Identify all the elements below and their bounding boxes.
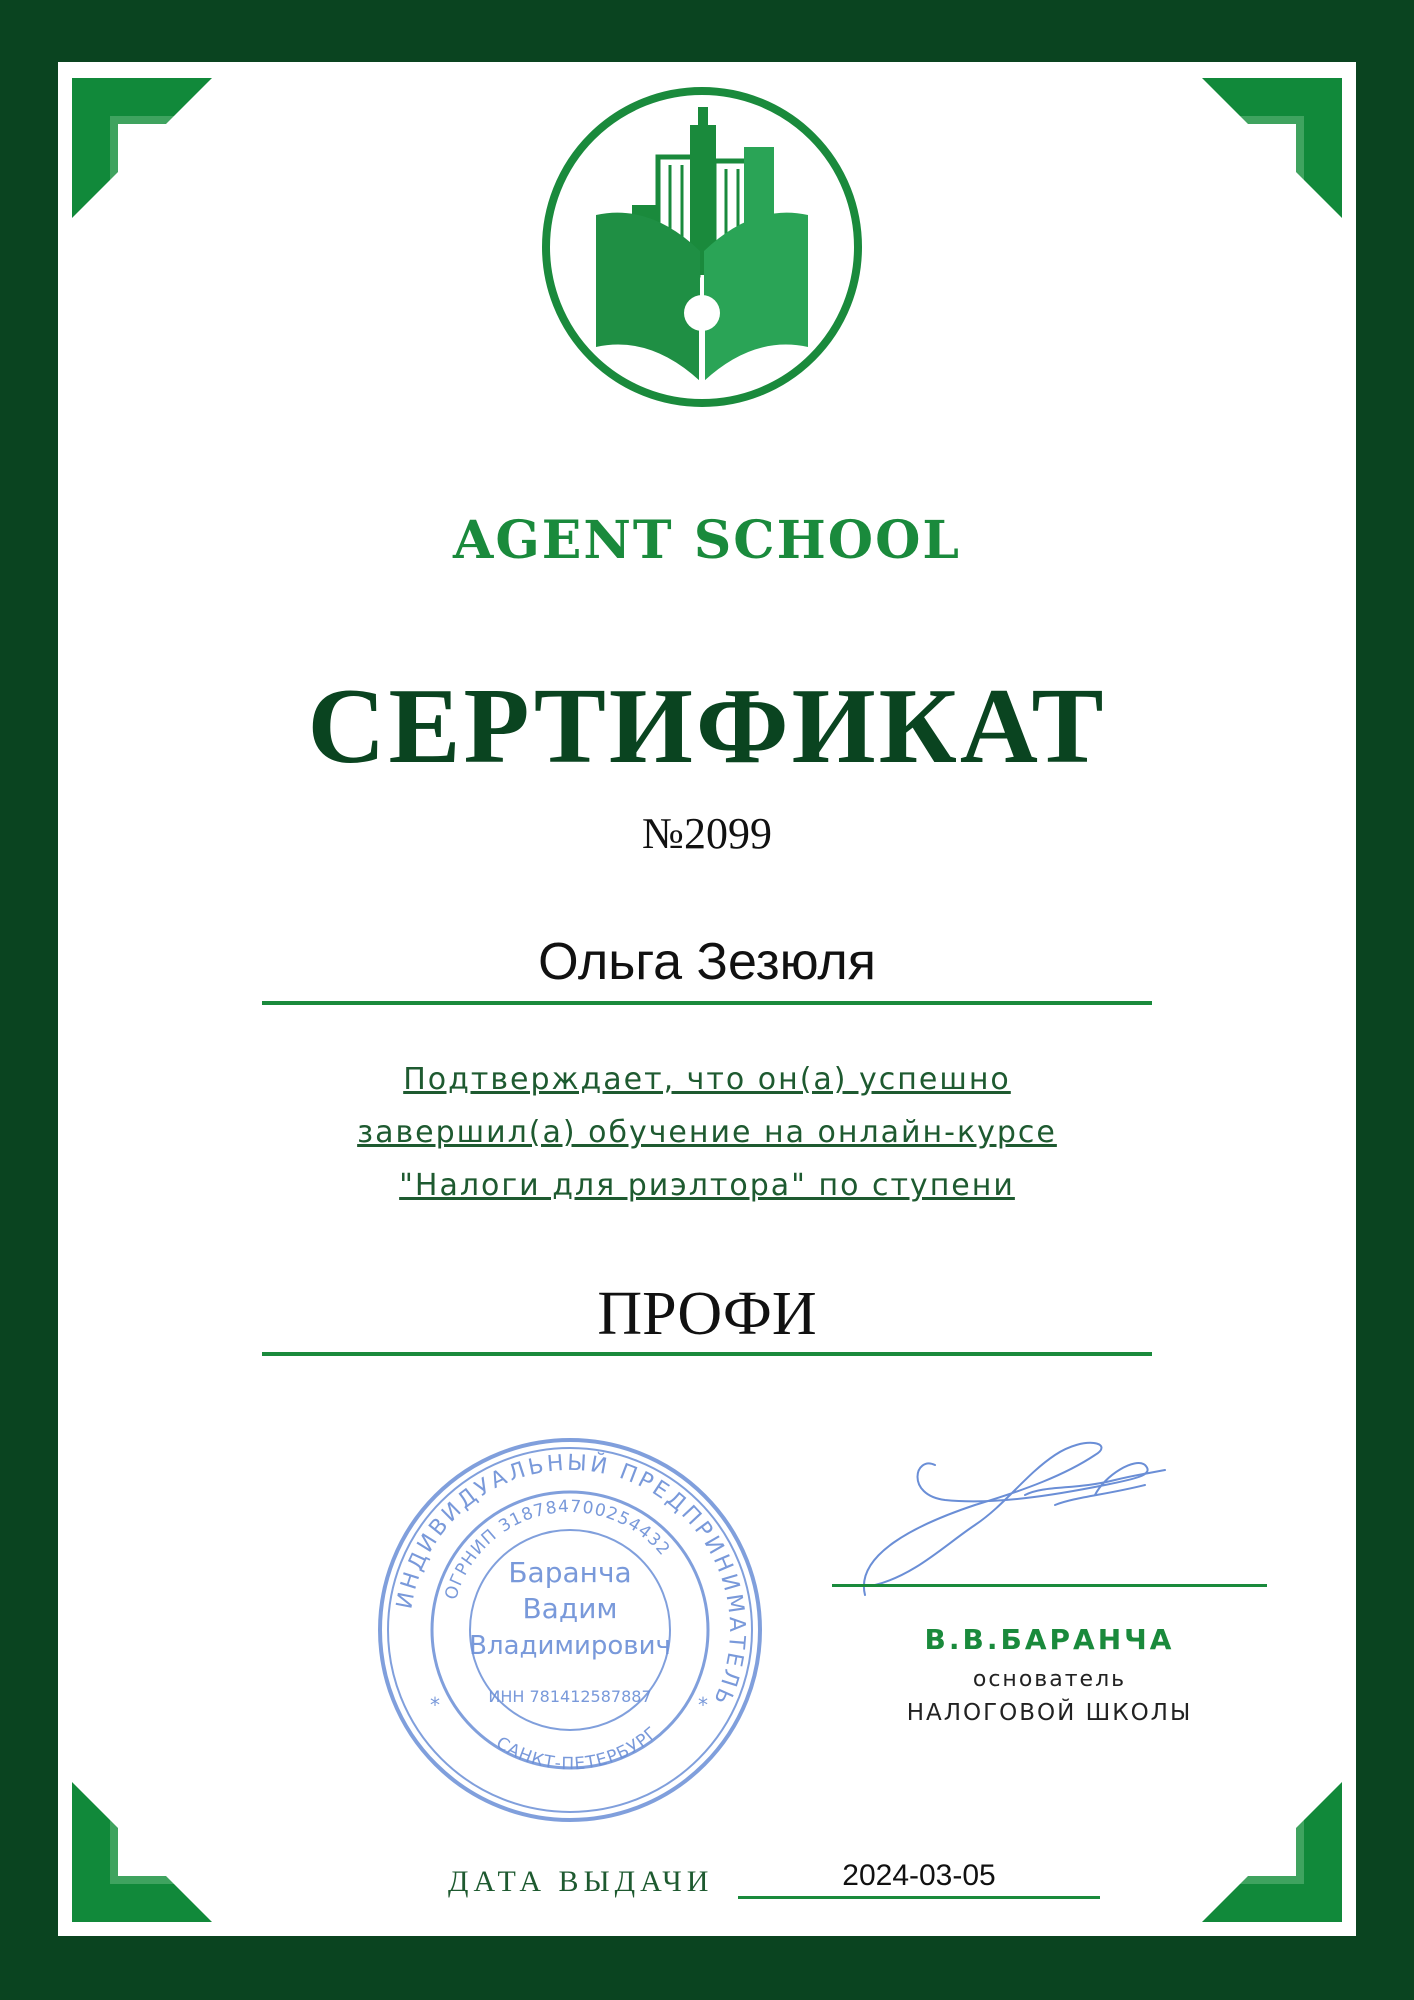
stamp-name-line: Баранча: [508, 1556, 632, 1589]
school-logo: [540, 85, 864, 409]
corner-ornament-bottom-left: [72, 1782, 212, 1922]
stamp-city: САНКТ-ПЕТЕРБУРГ: [492, 1722, 663, 1775]
signatory-name: В.В.БАРАНЧА: [924, 1623, 1175, 1656]
brand-name: AGENT SCHOOL: [453, 510, 961, 571]
issue-date-underline: [738, 1896, 1100, 1899]
official-stamp: [372, 1432, 768, 1828]
statement-line: Подтверждает, что он(а) успешно: [403, 1062, 1011, 1097]
recipient-name: Ольга Зезюля: [538, 933, 876, 991]
stamp-name-line: Владимирович: [469, 1631, 671, 1661]
signatory-role: основатель: [972, 1667, 1127, 1692]
certificate-title: СЕРТИФИКАТ: [307, 667, 1107, 786]
signature-line: [832, 1584, 1267, 1587]
signatory-organization: НАЛОГОВОЙ ШКОЛЫ: [906, 1700, 1193, 1726]
statement-line: "Налоги для риэлтора" по ступени: [399, 1168, 1015, 1203]
svg-text:*: *: [430, 1693, 440, 1717]
issue-date-value: 2024-03-05: [842, 1859, 996, 1892]
level-underline: [262, 1352, 1152, 1356]
handwritten-signature: [855, 1435, 1185, 1615]
corner-ornament-top-right: [1202, 78, 1342, 218]
svg-text:*: *: [698, 1693, 708, 1717]
stamp-ring-text: ИНДИВИДУАЛЬНЫЙ ПРЕДПРИНИМАТЕЛЬ: [392, 1450, 750, 1711]
stamp-ogrnip: ОГРНИП 318784700254432: [441, 1496, 675, 1603]
corner-ornament-bottom-right: [1202, 1782, 1342, 1922]
completion-statement: [262, 1053, 1152, 1212]
stamp-inn: ИНН 781412587887: [488, 1687, 652, 1706]
course-level: ПРОФИ: [597, 1280, 817, 1348]
recipient-underline: [262, 1001, 1152, 1005]
certificate-number: №2099: [642, 809, 772, 858]
stamp-name-line: Вадим: [522, 1592, 618, 1625]
issue-date-label: ДАТА ВЫДАЧИ: [448, 1865, 714, 1898]
statement-line: завершил(а) обучение на онлайн-курсе: [357, 1115, 1057, 1150]
corner-ornament-top-left: [72, 78, 212, 218]
